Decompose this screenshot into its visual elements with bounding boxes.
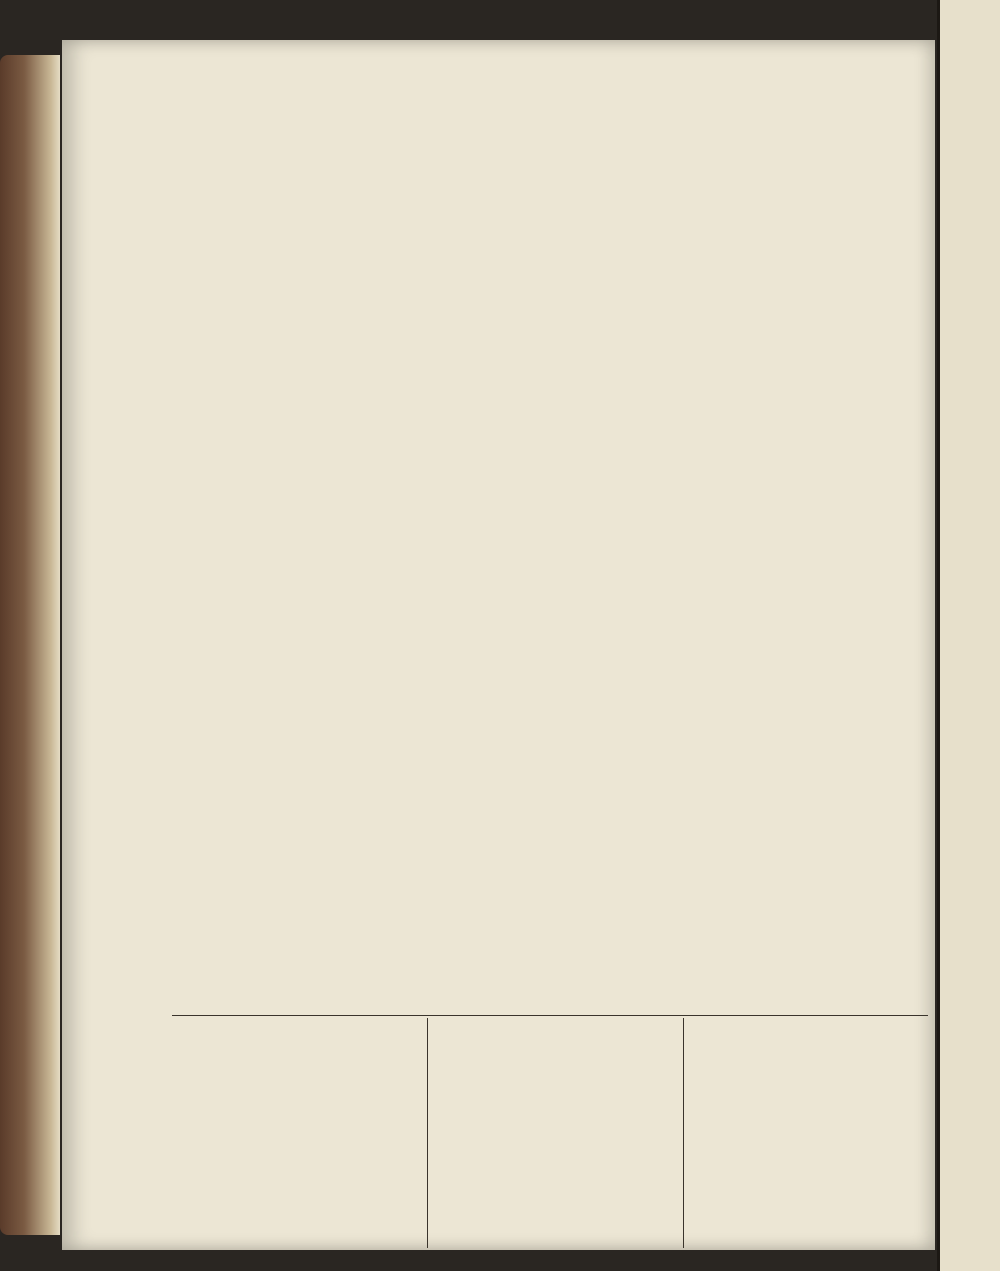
notices-column-2	[434, 1024, 680, 1032]
notices-column-1	[172, 1022, 420, 1028]
section-divider	[172, 1015, 928, 1016]
adjacent-page-strip	[937, 0, 1000, 1271]
book-edge	[0, 55, 60, 1235]
newspaper-page	[62, 40, 935, 1250]
column-rule-2	[683, 1018, 684, 1248]
column-rule-1	[427, 1018, 428, 1248]
